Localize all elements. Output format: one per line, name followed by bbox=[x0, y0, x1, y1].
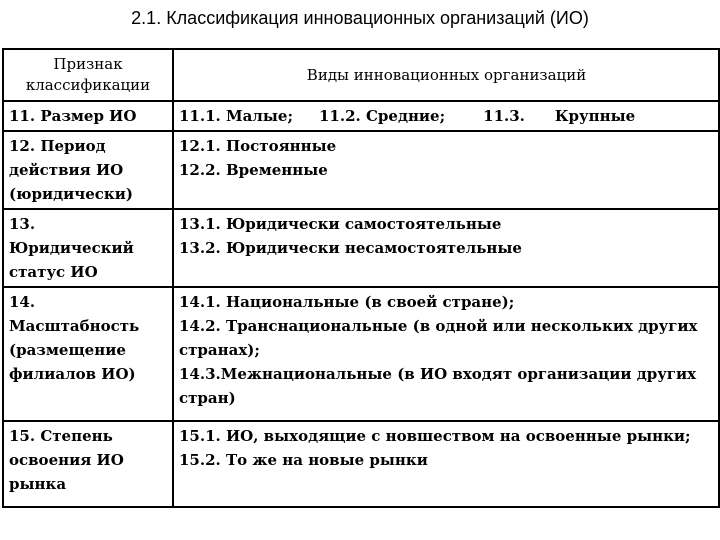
type-item: 14.3.Межнациональные (в ИО входят организации других стран) bbox=[179, 365, 697, 407]
table-row bbox=[3, 209, 719, 287]
criterion-cell bbox=[3, 287, 173, 421]
criterion-cell: 11. Размер ИО bbox=[3, 101, 173, 131]
header-criterion: Признак классификации bbox=[3, 49, 173, 101]
type-item: 11.1. Малые; bbox=[179, 107, 293, 125]
type-item: 12.2. Временные bbox=[179, 161, 328, 179]
table-row bbox=[3, 101, 719, 131]
header-types: Виды инновационных организаций bbox=[173, 49, 719, 101]
types-cell bbox=[173, 131, 719, 209]
type-item: 14.1. Национальные (в своей стране); bbox=[179, 293, 515, 311]
criterion-cell bbox=[3, 209, 173, 287]
types-cell bbox=[173, 209, 719, 287]
type-item: 14.2. Транснациональные (в одной или нескольких других странах); bbox=[179, 317, 698, 359]
criterion-text: 12. Период действия ИО (юридически) bbox=[9, 137, 133, 203]
type-item: 15.2. То же на новые рынки bbox=[179, 451, 428, 469]
types-cell bbox=[173, 287, 719, 421]
type-item: 13.1. Юридически самостоятельные bbox=[179, 215, 502, 233]
criterion-text: 13. Юридический статус ИО bbox=[9, 215, 134, 281]
criterion-text: 15. Степень освоения ИО рынка bbox=[9, 427, 124, 493]
type-item: 15.1. ИО, выходящие с новшеством на освоенные рынки; bbox=[179, 427, 691, 445]
page-title: 2.1. Классификация инновационных организаций (ИО) bbox=[131, 8, 589, 28]
types-cell bbox=[173, 101, 719, 131]
type-item: 11.3. bbox=[483, 107, 525, 125]
criterion-cell bbox=[3, 421, 173, 507]
type-item: 11.2. Средние; bbox=[319, 107, 446, 125]
criterion-cell bbox=[3, 131, 173, 209]
table-row bbox=[3, 287, 719, 421]
types-cell bbox=[173, 421, 719, 507]
type-item: 12.1. Постоянные bbox=[179, 137, 337, 155]
table-row bbox=[3, 131, 719, 209]
table-row bbox=[3, 421, 719, 507]
type-item: 13.2. Юридически несамостоятельные bbox=[179, 239, 522, 257]
classification-table bbox=[2, 48, 720, 508]
type-item: Крупные bbox=[554, 107, 636, 125]
table-header-row bbox=[3, 49, 719, 101]
criterion-text: 14. Масштабность (размещение филиалов ИО) bbox=[9, 293, 140, 383]
